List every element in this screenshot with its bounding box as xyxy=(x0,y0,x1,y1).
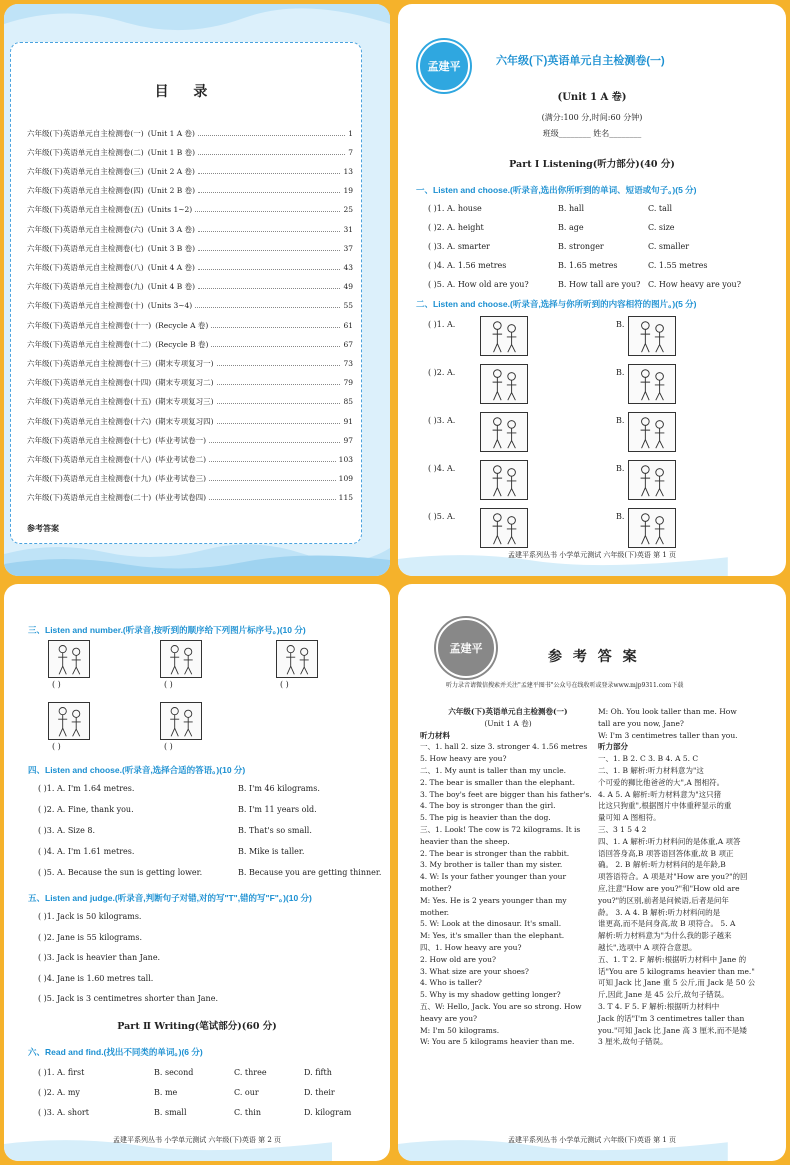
toc-dot-leader xyxy=(198,250,340,251)
q2-option-a: ( )2. A. xyxy=(428,368,456,377)
answer-line: M: I'm 50 kilograms. xyxy=(420,1025,500,1035)
q1-option-a: ( )2. A. height xyxy=(428,223,484,232)
toc-entry-unit: (Unit 3 B 卷) xyxy=(147,243,196,253)
q4-option-b: B. Mike is taller. xyxy=(238,847,305,856)
toc-dot-leader xyxy=(198,154,345,155)
toc-entry-title: 六年级(下)英语单元自主检测卷(四) xyxy=(27,186,144,196)
q6-option-c: C. thin xyxy=(234,1108,261,1117)
q1-option-b: B. stronger xyxy=(558,242,604,251)
toc-entry-page: 91 xyxy=(343,416,353,426)
answers-column-2 xyxy=(598,706,774,1048)
toc-entry[interactable] xyxy=(27,281,353,293)
test-title: 六年级(下)英语单元自主检测卷(一) xyxy=(496,55,665,67)
toc-entry[interactable] xyxy=(27,396,353,408)
q2-option-b: B. xyxy=(616,320,625,329)
toc-entry-page: 55 xyxy=(343,301,353,311)
toc-dot-leader xyxy=(217,365,341,366)
q1-option-c: C. 1.55 metres xyxy=(648,261,708,270)
q5-statement: ( )3. Jack is heavier than Jane. xyxy=(38,953,161,962)
answer-line: 听力材料 xyxy=(420,730,450,740)
s3-picture xyxy=(160,640,202,678)
q1-option-c: C. size xyxy=(648,223,675,232)
answer-line: 5. W: Look at the dinosaur. It's small. xyxy=(420,919,562,929)
answer-line: 2. The bear is smaller than the elephant. xyxy=(420,777,575,787)
section3-heading: 三、Listen and number.(听录音,按听到的顺序给下列图片标序号。)(10 分) xyxy=(28,625,306,635)
q5-statement: ( )5. Jack is 3 centimetres shorter than Jane. xyxy=(38,994,218,1003)
answer-line: 5. How heavy are you? xyxy=(420,754,507,764)
toc-entry-unit: (Unit 1 A 卷) xyxy=(147,128,195,138)
q6-option-b: B. second xyxy=(154,1068,194,1077)
toc-entry-title: 六年级(下)英语单元自主检测卷(十三) xyxy=(27,358,152,368)
toc-entry-unit: (期末专项复习四) xyxy=(155,416,214,426)
toc-entry[interactable] xyxy=(27,415,353,427)
toc-entry-unit: (期末专项复习二) xyxy=(155,378,214,388)
answer-line: mother? xyxy=(420,883,452,893)
answer-line: 4. The boy is stronger than the girl. xyxy=(420,801,556,811)
bottom-wave-decoration xyxy=(4,536,390,576)
answer-line: 3. T 4. F 5. F 解析:根据听力材料中 xyxy=(598,1001,720,1011)
answer-line: 4. Who is taller? xyxy=(420,978,482,988)
q4-option-b: B. I'm 11 years old. xyxy=(238,805,317,814)
answer-line: W: I'm 3 centimetres taller than you. xyxy=(598,730,738,740)
answer-line: 三、1. Look! The cow is 72 kilograms. It is xyxy=(420,824,581,834)
toc-entry-title: 六年级(下)英语单元自主检测卷(五) xyxy=(27,205,144,215)
q4-option-a: ( )2. A. Fine, thank you. xyxy=(38,805,134,814)
toc-entry-page: 61 xyxy=(343,320,353,330)
toc-entry-page: 97 xyxy=(343,435,353,445)
q2-picture-a xyxy=(480,412,528,452)
toc-dot-leader xyxy=(198,269,340,270)
toc-entry-title: 六年级(下)英语单元自主检测卷(十九) xyxy=(27,474,152,484)
q2-option-a: ( )1. A. xyxy=(428,320,456,329)
section5-heading: 五、Listen and judge.(听录音,判断句子对错,对的写"T",错的写"F"。)(10 分) xyxy=(28,893,312,903)
toc-entry-title: 六年级(下)英语单元自主检测卷(十七) xyxy=(27,435,152,445)
answer-line: 确。 2. B 解析:听力材料问的是年龄,B xyxy=(598,860,726,870)
answers-title: 参 考 答 案 xyxy=(548,649,640,665)
answer-line: 项答语符合。A 项是对"How are you?"的回 xyxy=(598,872,748,882)
answer-line: tall are you now, Jane? xyxy=(598,718,684,728)
s3-number-blank[interactable]: ( ) xyxy=(164,680,173,689)
q4-option-a: ( )4. A. I'm 1.61 metres. xyxy=(38,847,135,856)
section2-heading: 二、Listen and choose.(听录音,选择与你所听到的内容相符的图片。)(5 分) xyxy=(416,299,697,309)
q5-statement: ( )1. Jack is 50 kilograms. xyxy=(38,912,142,921)
answer-line: 一、1. B 2. C 3. B 4. A 5. C xyxy=(598,754,699,764)
q5-statement: ( )4. Jane is 1.60 metres tall. xyxy=(38,973,154,983)
toc-entry-unit: (Units 1~2) xyxy=(147,205,193,215)
toc-dot-leader xyxy=(209,480,336,481)
toc-dot-leader xyxy=(217,384,341,385)
part1-heading: Part Ⅰ Listening(听力部分)(40 分) xyxy=(509,159,675,170)
toc-entry[interactable] xyxy=(27,165,353,177)
toc-entry-unit: (Unit 1 B 卷) xyxy=(147,147,196,157)
s3-picture xyxy=(160,702,202,740)
toc-entry-unit: (期末专项复习三) xyxy=(155,397,214,407)
q2-picture-b xyxy=(628,364,676,404)
toc-dot-leader xyxy=(211,346,340,347)
toc-entry[interactable] xyxy=(27,492,353,504)
toc-entry-unit: (Unit 4 A 卷) xyxy=(147,262,195,272)
q1-option-b: B. 1.65 metres xyxy=(558,261,618,270)
answer-line: M: Yes, it's smaller than the elephant. xyxy=(420,931,565,941)
q1-option-a: ( )1. A. house xyxy=(428,204,482,213)
answer-line: 2. How old are you? xyxy=(420,954,496,964)
answer-line: 一、1. hall 2. size 3. stronger 4. 1.56 metres xyxy=(420,742,588,752)
answer-line: 语回答身高,B 项答语回答体重,故 B 项正 xyxy=(598,848,734,858)
toc-entry[interactable] xyxy=(27,127,353,139)
answer-line: 话"You are 5 kilograms heavier than me." xyxy=(598,966,755,976)
toc-entry-page: 1 xyxy=(348,128,353,138)
toc-entry-page: 43 xyxy=(343,262,353,272)
toc-entry-page: 7 xyxy=(348,147,353,157)
q6-option-d: D. their xyxy=(304,1088,335,1097)
q1-option-b: B. hall xyxy=(558,204,585,213)
q1-option-c: C. smaller xyxy=(648,242,690,251)
toc-dot-leader xyxy=(195,307,340,308)
q1-option-c: C. How heavy are you? xyxy=(648,280,741,289)
q6-option-b: B. me xyxy=(154,1088,178,1097)
q4-option-a: ( )5. A. Because the sun is getting lower. xyxy=(38,868,203,877)
answer-line: Jack 的话"I'm 3 centimetres taller than xyxy=(598,1013,745,1023)
answers-column-1 xyxy=(420,706,596,1048)
answer-line: W: You are 5 kilograms heavier than me. xyxy=(420,1037,575,1047)
toc-entry-unit: (Recycle B 卷) xyxy=(155,339,209,349)
toc-entry-page: 85 xyxy=(343,397,353,407)
toc-dot-leader xyxy=(209,499,336,500)
answer-line: 二、1. B 解析:听力材料意为"这 xyxy=(598,765,704,775)
toc-entry-page: 13 xyxy=(343,166,353,176)
class-name-fields: 班级________ 姓名________ xyxy=(542,129,642,138)
q2-option-a: ( )5. A. xyxy=(428,512,456,521)
q2-picture-b xyxy=(628,316,676,356)
answer-line: 龄。 3. A 4. B 解析:听力材料问的是 xyxy=(598,907,721,917)
answer-line: 五、1. T 2. F 解析:根据听力材料中 Jane 的 xyxy=(598,954,747,964)
answer-line: 3. What size are your shoes? xyxy=(420,966,529,976)
toc-entry-title: 六年级(下)英语单元自主检测卷(十一) xyxy=(27,320,152,330)
toc-entry-unit: (Unit 2 B 卷) xyxy=(147,186,196,196)
answer-line: you."可知 Jack 比 Jane 高 3 厘米,而不是矮 xyxy=(598,1025,747,1035)
s3-number-blank[interactable]: ( ) xyxy=(52,742,61,751)
s3-number-blank[interactable]: ( ) xyxy=(164,742,173,751)
test-meta: (满分:100 分,时间:60 分钟) xyxy=(541,113,643,122)
page-footer: 孟建平系列丛书 小学单元测试 六年级(下)英语 第 1 页 xyxy=(507,551,677,559)
toc-entry[interactable] xyxy=(27,223,353,235)
toc-page xyxy=(4,4,390,576)
answer-line: 可知 Jack 比 Jane 重 5 公斤,而 Jack 是 50 公 xyxy=(598,978,756,988)
toc-entry-unit: (Unit 4 B 卷) xyxy=(147,282,196,292)
toc-entry-title: 六年级(下)英语单元自主检测卷(六) xyxy=(27,224,144,234)
q4-option-a: ( )3. A. Size 8. xyxy=(38,826,95,835)
toc-dot-leader xyxy=(217,423,341,424)
toc-entry-title: 六年级(下)英语单元自主检测卷(十四) xyxy=(27,378,152,388)
toc-dot-leader xyxy=(195,211,340,212)
toc-entry-title: 六年级(下)英语单元自主检测卷(十六) xyxy=(27,416,152,426)
answer-line: 六年级(下)英语单元自主检测卷(一) xyxy=(448,707,568,716)
toc-entry-title: 六年级(下)英语单元自主检测卷(二) xyxy=(27,147,144,157)
q1-option-a: ( )4. A. 1.56 metres xyxy=(428,261,507,270)
q4-option-a: ( )1. A. I'm 1.64 metres. xyxy=(38,784,135,793)
answer-line: 3. My brother is taller than my sister. xyxy=(420,860,563,870)
part2-heading: Part Ⅱ Writing(笔试部分)(60 分) xyxy=(117,1021,277,1032)
q2-option-b: B. xyxy=(616,512,625,521)
toc-entry-title: 六年级(下)英语单元自主检测卷(十) xyxy=(27,301,144,311)
q2-option-b: B. xyxy=(616,416,625,425)
test-unit: (Unit 1 A 卷) xyxy=(557,92,627,103)
toc-dot-leader xyxy=(198,192,340,193)
answer-line: M: Yes. He is 2 years younger than my xyxy=(420,895,567,905)
toc-entry-title: 六年级(下)英语单元自主检测卷(一) xyxy=(27,128,144,138)
toc-entry-page: 73 xyxy=(343,358,353,368)
answer-line: 谁更高,而不是问身高,故 B 项符合。 5. A xyxy=(598,919,736,929)
answer-line: mother. xyxy=(420,907,450,917)
toc-entry-page: 37 xyxy=(343,243,353,253)
q4-option-b: B. I'm 46 kilograms. xyxy=(238,784,320,793)
toc-dot-leader xyxy=(198,231,340,232)
answer-line: 2. The bear is stronger than the rabbit. xyxy=(420,848,570,858)
toc-entry[interactable] xyxy=(27,242,353,254)
q6-option-d: D. kilogram xyxy=(304,1108,352,1117)
answer-line: 比这只狗重",根据图片中体重秤显示的重 xyxy=(598,801,732,811)
q2-picture-a xyxy=(480,316,528,356)
answer-line: 斤,因此 Jane 是 45 公斤,故句子错误。 xyxy=(598,990,729,1000)
toc-entry-title: 六年级(下)英语单元自主检测卷(八) xyxy=(27,262,144,272)
toc-entry[interactable] xyxy=(27,146,353,158)
toc-entry-unit: (毕业考试卷二) xyxy=(155,454,207,464)
q1-option-a: ( )5. A. How old are you? xyxy=(428,280,529,289)
answer-line: 四、1. How heavy are you? xyxy=(420,942,522,952)
section4-heading: 四、Listen and choose.(听录音,选择合适的答语。)(10 分) xyxy=(28,765,246,775)
answer-line: 越长",选项中 A 项符合意思。 xyxy=(598,942,697,952)
toc-entry[interactable] xyxy=(27,453,353,465)
q2-picture-b xyxy=(628,412,676,452)
toc-entry-unit: (Recycle A 卷) xyxy=(155,320,209,330)
answer-line: 听力部分 xyxy=(598,742,628,752)
q1-option-b: B. How tall are you? xyxy=(558,280,641,289)
q6-option-c: C. three xyxy=(234,1068,267,1077)
answer-line: you?"的区别,前者是问候语,后者是问年 xyxy=(598,895,729,905)
answer-line: 5. Why is my shadow getting longer? xyxy=(420,990,561,1000)
toc-entry-page: 49 xyxy=(343,282,353,292)
toc-entry-title: 六年级(下)英语单元自主检测卷(十五) xyxy=(27,397,152,407)
audio-note: 听力录音请微信搜索并关注"孟建平图书"公众号在线收听或登录www.mjp9311.com下载 xyxy=(446,682,684,689)
toc-entry-unit: (Unit 2 A 卷) xyxy=(147,166,195,176)
toc-entry-page: 109 xyxy=(338,474,353,484)
toc-dot-leader xyxy=(211,327,340,328)
q2-option-b: B. xyxy=(616,368,625,377)
test-page-2 xyxy=(4,584,390,1161)
section1-heading: 一、Listen and choose.(听录音,选出你所听到的单词、短语或句子。)(5 分) xyxy=(416,185,697,195)
q2-picture-a xyxy=(480,460,528,500)
toc-entry-title: 六年级(下)英语单元自主检测卷(九) xyxy=(27,282,144,292)
answer-line: 二、1. My aunt is taller than my uncle. xyxy=(420,765,567,775)
toc-entry[interactable] xyxy=(27,434,353,446)
toc-dot-leader xyxy=(209,442,340,443)
answers-page xyxy=(398,584,786,1161)
answer-line: 5. The pig is heavier than the dog. xyxy=(420,813,551,823)
q6-option-c: C. our xyxy=(234,1088,259,1097)
answer-line: 个可爱的狮比他爸爸的大",A 图相符。 xyxy=(598,777,725,787)
q6-option-b: B. small xyxy=(154,1108,187,1117)
q6-option-d: D. fifth xyxy=(304,1068,332,1077)
q5-statement: ( )2. Jane is 55 kilograms. xyxy=(38,932,143,942)
answer-line: 量可知 A 图相符。 xyxy=(598,813,661,823)
q1-option-c: C. tall xyxy=(648,204,673,213)
toc-entry-page: 103 xyxy=(338,454,353,464)
toc-entry[interactable] xyxy=(27,185,353,197)
toc-entry-page: 79 xyxy=(343,378,353,388)
answer-line: M: Oh. You look taller than me. How xyxy=(598,707,737,716)
page-footer: 孟建平系列丛书 小学单元测试 六年级(下)英语 第 2 页 xyxy=(112,1136,282,1144)
toc-entry[interactable] xyxy=(27,319,353,331)
toc-dot-leader xyxy=(198,135,345,136)
toc-entry[interactable] xyxy=(27,261,353,273)
q2-option-b: B. xyxy=(616,464,625,473)
s3-number-blank[interactable]: ( ) xyxy=(280,680,289,689)
answer-line: heavy are you? xyxy=(420,1013,478,1023)
toc-entry-unit: (期末专项复习一) xyxy=(155,358,214,368)
page-footer: 孟建平系列丛书 小学单元测试 六年级(下)英语 第 1 页 xyxy=(507,1136,677,1144)
toc-entry-page: 67 xyxy=(343,339,353,349)
toc-entry-title: 六年级(下)英语单元自主检测卷(十二) xyxy=(27,339,152,349)
answer-line: 4. A 5. A 解析:听力材料意为"这只猪 xyxy=(598,789,722,799)
toc-entry[interactable] xyxy=(27,338,353,350)
toc-dot-leader xyxy=(198,288,340,289)
toc-entry-title: 六年级(下)英语单元自主检测卷(十八) xyxy=(27,454,152,464)
toc-entry[interactable] xyxy=(27,377,353,389)
q4-option-b: B. That's so small. xyxy=(238,826,312,835)
toc-answers: 参考答案 xyxy=(27,523,59,533)
toc-entry-title: 六年级(下)英语单元自主检测卷(七) xyxy=(27,243,144,253)
answer-line: 应,注意"How are you?"和"How old are xyxy=(598,883,740,893)
toc-entry[interactable] xyxy=(27,357,353,369)
toc-entry[interactable] xyxy=(27,473,353,485)
q6-option-a: ( )3. A. short xyxy=(38,1108,89,1117)
section6-heading: 六、Read and find.(找出不同类的单词。)(6 分) xyxy=(28,1047,203,1057)
q2-picture-a xyxy=(480,364,528,404)
answer-line: 3 厘米,故句子错误。 xyxy=(598,1037,668,1047)
toc-entry-unit: (毕业考试卷三) xyxy=(155,474,207,484)
toc-entry-page: 115 xyxy=(338,493,353,503)
publisher-logo: 孟建平 xyxy=(436,618,496,678)
toc-entry-page: 31 xyxy=(343,224,353,234)
toc-entry[interactable] xyxy=(27,300,353,312)
s3-number-blank[interactable]: ( ) xyxy=(52,680,61,689)
test-page-1 xyxy=(398,4,786,576)
s3-picture xyxy=(48,702,90,740)
answer-line: 三、3 1 5 4 2 xyxy=(598,824,647,834)
toc-entry[interactable] xyxy=(27,204,353,216)
answer-line: 3. The boy's feet are bigger than his father's. xyxy=(420,789,592,799)
toc-entry-unit: (毕业考试卷四) xyxy=(155,493,207,503)
q6-option-a: ( )2. A. my xyxy=(38,1088,80,1097)
answer-line: 4. W: Is your father younger than your xyxy=(420,872,567,882)
toc-entry-unit: (Units 3~4) xyxy=(147,301,193,311)
q6-option-a: ( )1. A. first xyxy=(38,1068,85,1077)
answer-line: 四、1. A 解析:听力材料问的是体重,A 项答 xyxy=(598,836,741,846)
answer-line: (Unit 1 A 卷) xyxy=(484,718,532,728)
toc-entry-title: 六年级(下)英语单元自主检测卷(三) xyxy=(27,166,144,176)
toc-dot-leader xyxy=(217,403,341,404)
q1-option-b: B. age xyxy=(558,223,584,232)
answer-line: 解析:听力材料意为"为什么我的影子越来 xyxy=(598,931,732,941)
toc-entry-title: 六年级(下)英语单元自主检测卷(二十) xyxy=(27,493,152,503)
publisher-logo: 孟建平 xyxy=(418,40,470,92)
answer-line: heavier than the sheep. xyxy=(420,836,510,846)
answer-line: 五、W: Hello, Jack. You are so strong. How xyxy=(420,1001,582,1011)
toc-box xyxy=(10,42,362,544)
q2-option-a: ( )3. A. xyxy=(428,416,456,425)
q4-option-b: B. Because you are getting thinner. xyxy=(238,868,382,877)
toc-dot-leader xyxy=(209,461,336,462)
toc-entry-unit: (毕业考试卷一) xyxy=(155,435,207,445)
toc-entry-unit: (Unit 3 A 卷) xyxy=(147,224,195,234)
q1-option-a: ( )3. A. smarter xyxy=(428,242,490,251)
toc-dot-leader xyxy=(198,173,340,174)
toc-title: 目 录 xyxy=(154,84,218,100)
s3-picture xyxy=(276,640,318,678)
q2-option-a: ( )4. A. xyxy=(428,464,456,473)
toc-entry-page: 19 xyxy=(343,186,353,196)
q2-picture-b xyxy=(628,460,676,500)
s3-picture xyxy=(48,640,90,678)
toc-entry-page: 25 xyxy=(343,205,353,215)
top-wave-decoration xyxy=(4,4,390,44)
